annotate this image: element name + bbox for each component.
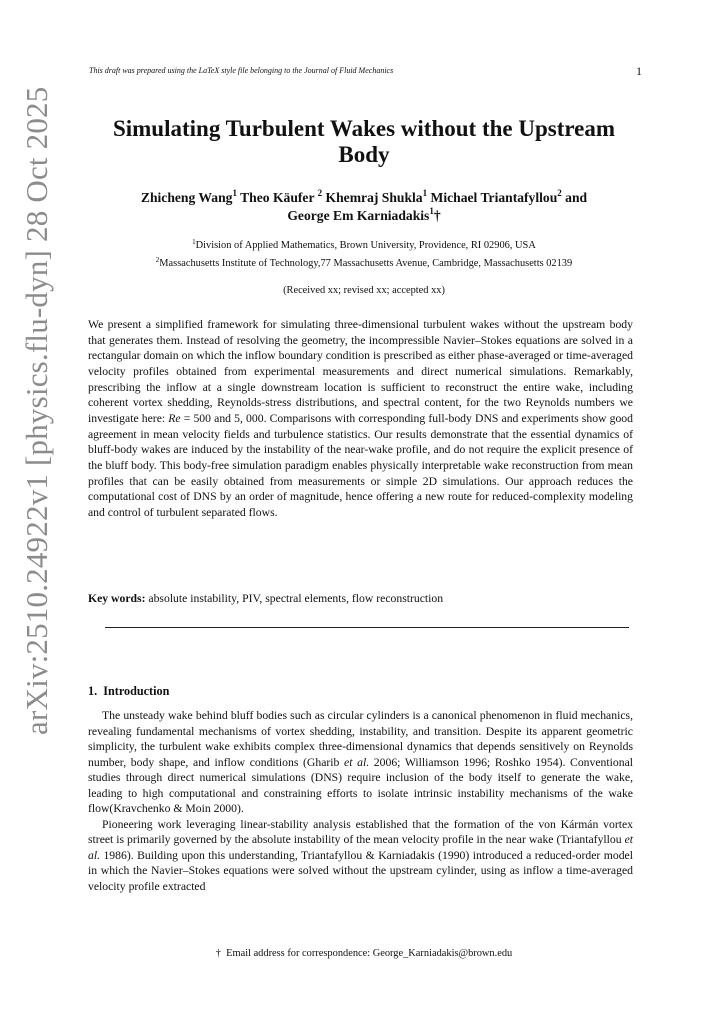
paragraph-text: Pioneering work leveraging linear-stability analysis established that the formation of the von Kármán vortex street is primarily governed by the absolute instability of the mean velocity profile in the near wake (Triantafyllou [88, 817, 633, 846]
author-name: Theo Käufer [240, 190, 315, 205]
footnote [88, 948, 640, 959]
section-number: 1. [88, 684, 98, 698]
paragraph [88, 708, 633, 817]
abstract-text: . Comparisons with corresponding full-body DNS and experiments show good agreement in mean velocity fields and turbulence statistics. Our results demonstrate that the essential dynamics of bluff-body wakes are induced by the instability of the near-wake profile, and do not require the explicit presence of the bluff body. This body-free simulation paradigm enables physically interpretable wake reconstruction from mean profiles that can be easily obtained from measurements or simple 2D simulations. Our approach reduces the computational cost of DNS by an order of magnitude, hence offering a new route for reduced-complexity modeling and control of turbulent separated flows. [88, 411, 633, 519]
author-joiner: and [565, 190, 588, 205]
author-name: Michael Triantafyllou [430, 190, 558, 205]
author-affil-mark: 1 [422, 188, 428, 198]
author-affil-mark: 1 [232, 188, 237, 198]
affiliation-mark: 2 [155, 256, 160, 264]
running-header: This draft was prepared using the LaTeX style file belonging to the Journal of Fluid Mechanics [89, 66, 394, 75]
arxiv-watermark[interactable]: arXiv:2510.24922v1 [physics.flu-dyn] 28 Oct 2025 [19, 86, 54, 735]
reynolds-values: = 500 and 5, 000 [180, 411, 264, 425]
paragraph-text: 1986). Building upon this understanding, Triantafyllou & Karniadakis (1990) introduced a reduced-order model in which the Navier–Stokes equations were solved without the upstream cylinder, using as inflow a time-averaged velocity profile extracted [88, 848, 633, 893]
author-affil-mark: 2 [557, 188, 562, 198]
footnote-mark: † [215, 948, 221, 959]
corresponding-mark: † [433, 208, 441, 223]
abstract [88, 317, 633, 521]
et-al: et al. [88, 833, 633, 862]
paper-title: Simulating Turbulent Wakes without the Upstream Body [112, 116, 616, 167]
author-affil-mark: 2 [317, 188, 323, 198]
author-name: George Em Karniadakis [287, 208, 430, 223]
affiliations [88, 237, 640, 273]
section-title: Introduction [103, 684, 170, 698]
page-number: 1 [636, 64, 642, 78]
affiliation-line [88, 237, 640, 255]
author-affil-mark: 1 [429, 206, 434, 216]
reynolds-symbol: Re [168, 411, 181, 425]
introduction-body [88, 708, 633, 894]
paragraph-text: The unsteady wake behind bluff bodies such as circular cylinders is a canonical phenomenon in fluid mechanics, revealing fundamental mechanisms of vortex shedding, instability, and transition. Despite its apparent geometric simplicity, the turbulent wake exhibits complex three-dimensional dynamics that depends sensitively on Reynolds number, body shape, and inflow conditions (Gharib [88, 709, 633, 769]
footnote-text[interactable]: Email address for correspondence: George_Karniadakis@brown.edu [226, 948, 513, 959]
author-name: Zhicheng Wang [140, 190, 233, 205]
et-al: et al. [344, 755, 370, 769]
affiliation-text: Division of Applied Mathematics, Brown University, Providence, RI 02906, USA [195, 240, 536, 251]
keywords [88, 592, 443, 605]
author-name: Khemraj Shukla [325, 190, 423, 205]
abstract-text: We present a simplified framework for simulating three-dimensional turbulent wakes without the upstream body that generates them. Instead of resolving the geometry, the incompressible Navier–Stokes equations are solved in a rectangular domain on which the inflow boundary condition is prescribed as either phase-averaged or time-averaged velocity profiles obtained from experimental measurements and direct numerical simulations. Remarkably, prescribing the inflow at a single downstream location is sufficient to reconstruct the entire wake, including coherent vortex shedding, Reynolds-stress distributions, and spectral content, for the two Reynolds numbers we investigate here: [88, 318, 633, 425]
paragraph [88, 817, 633, 895]
received-dates: (Received xx; revised xx; accepted xx) [283, 285, 445, 296]
section-heading [88, 684, 169, 699]
affiliation-text: Massachusetts Institute of Technology,77 Massachusetts Avenue, Cambridge, Massachusetts 02139 [159, 258, 573, 269]
section-divider [105, 627, 629, 628]
keywords-label: Key words: [88, 592, 146, 605]
author-list [88, 189, 640, 225]
paragraph-text: 2006; Williamson 1996; Roshko 1954). Conventional studies through direct numerical simulations (DNS) require inclusion of the body itself to generate the wake, leading to high computational and constraining efforts to isolate intrinsic instability mechanisms of the wake flow(Kravchenko & Moin 2000). [88, 755, 634, 815]
affiliation-line [88, 255, 640, 273]
keywords-text: absolute instability, PIV, spectral elements, flow reconstruction [148, 592, 444, 605]
affiliation-mark: 1 [192, 238, 196, 246]
